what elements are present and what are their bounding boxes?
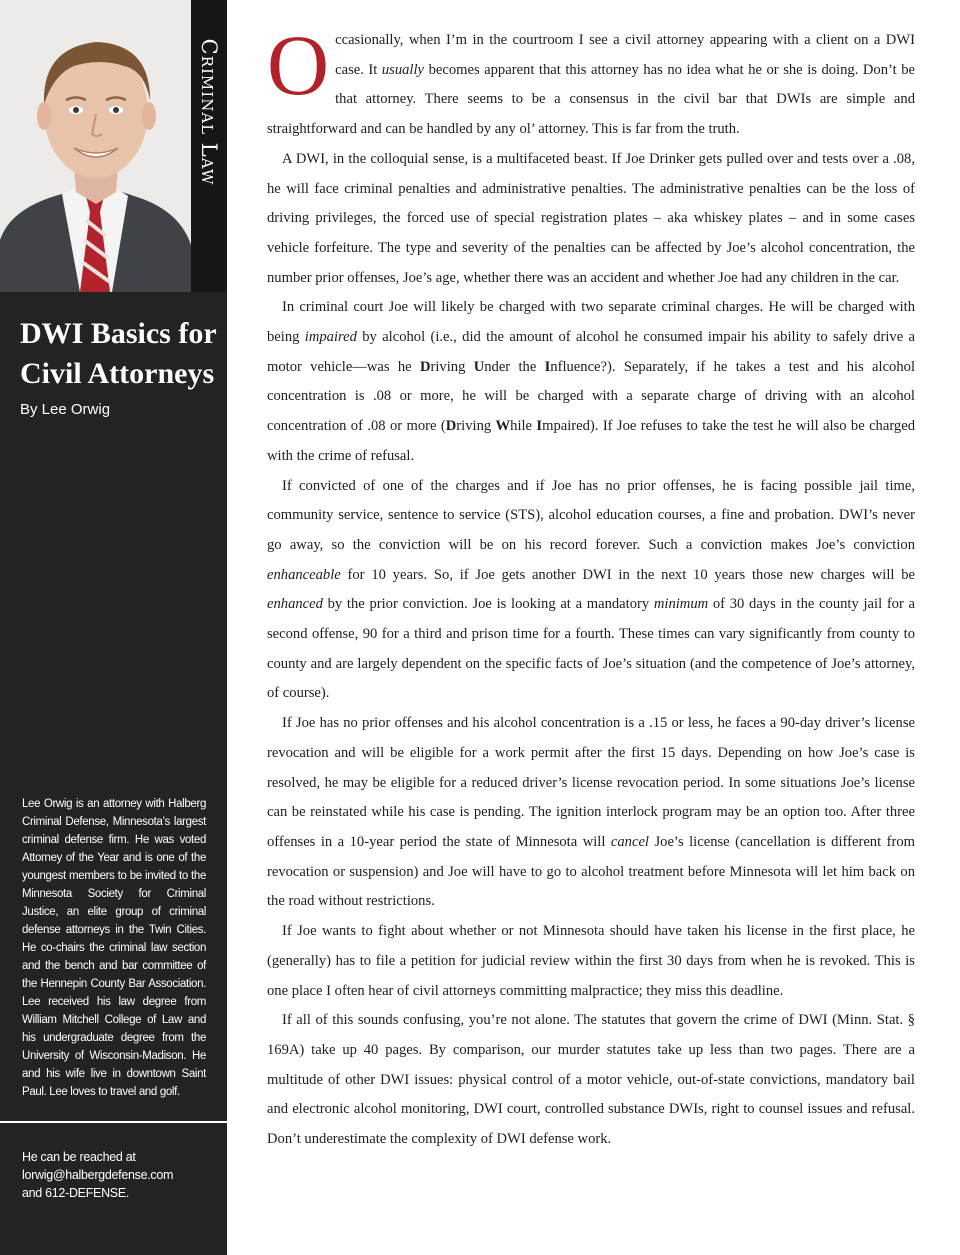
article-title-line-2: Civil Attorneys bbox=[20, 357, 215, 390]
contact-phone: and 612-DEFENSE. bbox=[22, 1186, 130, 1200]
section-label: Criminal Law bbox=[197, 38, 221, 186]
article-title bbox=[20, 314, 220, 394]
paragraph-4: If convicted of one of the charges and if Joe has no prior offenses, he is facing possible jail time, community service, sentence to service (STS), alcohol education courses, a fine and probation. DWI’s never go away, so the conviction will be on his record forever. Such a conviction makes Joe’s conviction enhanceable for 10 years. So, if Joe gets another DWI in the next 10 years those new charges will be enhanced by the prior conviction. Joe is looking at a mandatory minimum of 30 days in the county jail for a second offense, 90 for a third and prison time for a fourth. These times can vary significantly from county to county and are largely dependent on the specific facts of Joe’s situation (and the competence of Joe’s attorney, of course). bbox=[267, 477, 916, 702]
paragraph-7: If all of this sounds confusing, you’re not alone. The statutes that govern the crime of DWI (Minn. Stat. § 169A) take up 40 pages. By comparison, our murder statutes take up less than two pages. There are a multitude of other DWI issues: physical control of a motor vehicle, out-of-state convictions, mandatory bail and electronic alcohol monitoring, DWI court, controlled substance DWIs, right to counsel issues and refusal. Don’t underestimate the complexity of DWI defense work. bbox=[267, 1012, 915, 1148]
divider bbox=[0, 1121, 227, 1123]
drop-cap: O bbox=[267, 17, 330, 113]
paragraph-3: In criminal court Joe will likely be charged with two separate criminal charges. He will be charged with being impaired by alcohol (i.e., did the amount of alcohol he consumed impair his ability to safely drive a motor vehicle—was he Driving Under the Influence?). Separately, if he takes a test and his alcohol concentration is .08 or more, he will be charged with a separate charge of driving with an alcohol concentration of .08 or more (Driving While Impaired). If Joe refuses to take the test he will also be charged with the crime of refusal. bbox=[267, 299, 915, 464]
article-title-line-1: DWI Basics for bbox=[20, 317, 217, 350]
byline: By Lee Orwig bbox=[20, 401, 111, 418]
author-portrait-image bbox=[0, 0, 191, 292]
paragraph-2: A DWI, in the colloquial sense, is a multifaceted beast. If Joe Drinker gets pulled over and tests over a .08, he will face criminal penalties and administrative penalties. The administrative penalties can be the loss of driving privileges, the forced use of special registration plates – aka whiskey plates – and in some cases vehicle forfeiture. The type and severity of the penalties can be affected by Joe’s alcohol concentration, the number prior offenses, Joe’s age, whether there was an accident and whether Joe had any children in the car. bbox=[267, 150, 915, 286]
contact-email[interactable]: lorwig@halbergdefense.com bbox=[22, 1168, 174, 1182]
author-photo bbox=[0, 0, 191, 292]
author-contact bbox=[22, 1148, 222, 1202]
paragraph-6: If Joe wants to fight about whether or not Minnesota should have taken his license in the first place, he (generally) has to file a petition for judicial review within the first 30 days from when he is revoked. This is one place I often hear of civil attorneys committing malpractice; they miss this deadline. bbox=[267, 923, 915, 999]
author-bio: Lee Orwig is an attorney with Halberg Criminal Defense, Minnesota’s largest criminal defense firm. He was voted Attorney of the Year and is one of the youngest members to be invited to the Minnesota Society for Criminal Justice, an elite group of criminal defense attorneys in the Twin Cities. He co-chairs the criminal law section and the bench and bar committee of the Hennepin County Bar Association. Lee received his law degree from William Mitchell College of Law and his undergraduate degree from the University of Wisconsin-Madison. He and his wife live in downtown Saint Paul. Lee loves to travel and golf. bbox=[22, 798, 206, 1098]
paragraph-5: If Joe has no prior offenses and his alcohol concentration is a .15 or less, he faces a 90-day driver’s license revocation and will be eligible for a work permit after the first 15 days. Depending on how Joe’s case is resolved, he may be eligible for a reduced driver’s license revocation period. In some situations Joe’s license can be reinstated while his case is pending. The ignition interlock program may be an option too. After three offenses in a 10-year period the state of Minnesota will cancel Joe’s license (cancellation is different from revocation or suspension) and Joe will have to go to alcohol treatment before Minnesota will let him back on the road without restrictions. bbox=[267, 715, 915, 910]
contact-line: He can be reached at bbox=[22, 1150, 136, 1164]
article-body bbox=[267, 17, 916, 1155]
sidebar bbox=[0, 0, 227, 1255]
paragraph-1: Occasionally, when I’m in the courtroom I see a civil attorney appearing with a client on a DWI case. It usually becomes apparent that this attorney has no idea what he or she is doing. Don’t be that attorney. There seems to be a consensus in the civil bar that DWIs are simple and straightforward and can be handled by any ol’ attorney. This is far from the truth. bbox=[267, 17, 915, 138]
